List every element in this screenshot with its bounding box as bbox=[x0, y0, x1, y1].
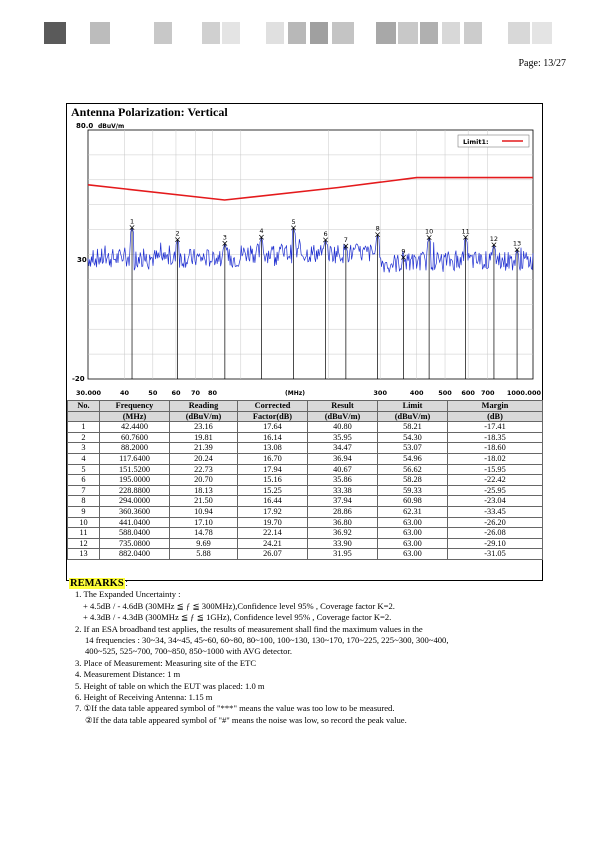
table-cell: 36.92 bbox=[308, 528, 378, 539]
table-cell: 36.94 bbox=[308, 453, 378, 464]
marker-label: 4 bbox=[259, 227, 264, 236]
column-header: Result bbox=[308, 401, 378, 412]
table-row bbox=[68, 485, 543, 496]
table-cell: 17.10 bbox=[170, 517, 238, 528]
x-tick-label: 600 bbox=[461, 389, 475, 397]
table-cell: 7 bbox=[68, 485, 100, 496]
table-cell: 11 bbox=[68, 528, 100, 539]
column-header-unit: Factor(dB) bbox=[238, 411, 308, 422]
table-cell: 151.5200 bbox=[100, 464, 170, 475]
table-cell: 35.95 bbox=[308, 432, 378, 443]
table-cell: 9.69 bbox=[170, 538, 238, 549]
table-cell: -31.05 bbox=[448, 549, 543, 560]
table-cell: 22.73 bbox=[170, 464, 238, 475]
table-row bbox=[68, 496, 543, 507]
remark-line: 6. Height of Receiving Antenna: 1.15 m bbox=[75, 692, 213, 703]
table-cell: 21.50 bbox=[170, 496, 238, 507]
column-header-unit: (MHz) bbox=[100, 411, 170, 422]
results-table bbox=[67, 400, 543, 560]
page-number: Page: 13/27 bbox=[518, 58, 566, 69]
remarks-colon: ： bbox=[124, 578, 134, 588]
table-cell: 88.2000 bbox=[100, 443, 170, 454]
table-cell: -25.95 bbox=[448, 485, 543, 496]
table-cell: 63.00 bbox=[378, 517, 448, 528]
remark-line: 7. ①If the data table appeared symbol of "***" means the value was too low to be measured. bbox=[75, 703, 395, 714]
table-cell: 60.7600 bbox=[100, 432, 170, 443]
table-cell: 26.07 bbox=[238, 549, 308, 560]
table-cell: 42.4400 bbox=[100, 422, 170, 433]
table-cell: 10 bbox=[68, 517, 100, 528]
x-tick-label: 30.000 bbox=[76, 389, 102, 397]
table-cell: 17.64 bbox=[238, 422, 308, 433]
table-row bbox=[68, 443, 543, 454]
x-tick-label: 700 bbox=[480, 389, 495, 397]
table-cell: -18.60 bbox=[448, 443, 543, 454]
table-row bbox=[68, 422, 543, 433]
table-cell: 19.70 bbox=[238, 517, 308, 528]
x-tick-label: 50 bbox=[148, 389, 158, 397]
marker-label: 5 bbox=[291, 217, 296, 226]
remarks-section bbox=[69, 578, 549, 726]
table-cell: 13 bbox=[68, 549, 100, 560]
x-tick-label: 80 bbox=[207, 389, 217, 397]
y-mid-label: 30 bbox=[77, 256, 87, 264]
y-bottom-label: -20 bbox=[72, 375, 85, 383]
table-row bbox=[68, 464, 543, 475]
column-header: No. bbox=[68, 401, 100, 412]
table-cell: 117.6400 bbox=[100, 453, 170, 464]
table-cell: 15.16 bbox=[238, 475, 308, 486]
marker-label: 6 bbox=[323, 229, 328, 238]
table-cell: 20.24 bbox=[170, 453, 238, 464]
marker-label: 13 bbox=[512, 239, 522, 248]
table-cell: 24.21 bbox=[238, 538, 308, 549]
marker-label: 10 bbox=[424, 227, 434, 236]
marker-label: 2 bbox=[175, 229, 180, 238]
marker-label: 7 bbox=[343, 236, 348, 245]
table-row bbox=[68, 538, 543, 549]
table-cell: 735.0800 bbox=[100, 538, 170, 549]
remark-line: 4. Measurement Distance: 1 m bbox=[75, 669, 181, 680]
x-tick-label: 500 bbox=[438, 389, 452, 397]
table-cell: 19.81 bbox=[170, 432, 238, 443]
table-cell: 16.14 bbox=[238, 432, 308, 443]
table-cell: -17.41 bbox=[448, 422, 543, 433]
table-cell: 28.86 bbox=[308, 506, 378, 517]
table-header-row bbox=[68, 401, 543, 412]
table-cell: 18.13 bbox=[170, 485, 238, 496]
table-cell: 8 bbox=[68, 496, 100, 507]
marker-label: 9 bbox=[401, 247, 406, 256]
table-cell: 12 bbox=[68, 538, 100, 549]
remark-line: 400~525, 525~700, 700~850, 850~1000 with AVG detector. bbox=[85, 646, 293, 657]
x-tick-label: 400 bbox=[409, 389, 424, 397]
table-cell: 294.0000 bbox=[100, 496, 170, 507]
table-cell: -23.04 bbox=[448, 496, 543, 507]
table-cell: 3 bbox=[68, 443, 100, 454]
table-cell: 17.94 bbox=[238, 464, 308, 475]
table-cell: 40.67 bbox=[308, 464, 378, 475]
table-cell: 20.70 bbox=[170, 475, 238, 486]
table-cell: 15.25 bbox=[238, 485, 308, 496]
table-row bbox=[68, 506, 543, 517]
table-row bbox=[68, 549, 543, 560]
x-tick-label: 70 bbox=[191, 389, 201, 397]
column-header: Reading bbox=[170, 401, 238, 412]
table-cell: 60.98 bbox=[378, 496, 448, 507]
marker-label: 11 bbox=[461, 227, 470, 236]
table-cell: -18.02 bbox=[448, 453, 543, 464]
x-tick-label: 1000.000 bbox=[506, 389, 541, 397]
column-header: Limit bbox=[378, 401, 448, 412]
marker-label: 3 bbox=[222, 233, 227, 242]
table-cell: 195.0000 bbox=[100, 475, 170, 486]
table-cell: -26.08 bbox=[448, 528, 543, 539]
table-cell: 56.62 bbox=[378, 464, 448, 475]
y-unit-label: dBuV/m bbox=[98, 123, 125, 130]
table-cell: 5 bbox=[68, 464, 100, 475]
table-cell: 6 bbox=[68, 475, 100, 486]
table-cell: 360.3600 bbox=[100, 506, 170, 517]
column-header-unit bbox=[68, 411, 100, 422]
table-cell: 58.21 bbox=[378, 422, 448, 433]
table-row bbox=[68, 475, 543, 486]
column-header-unit: (dBuV/m) bbox=[170, 411, 238, 422]
x-tick-label: 60 bbox=[171, 389, 181, 397]
remark-line: ②If the data table appeared symbol of "#" means the noise was low, so record the peak value. bbox=[85, 714, 407, 725]
marker-label: 12 bbox=[489, 234, 499, 243]
table-cell: -26.20 bbox=[448, 517, 543, 528]
table-cell: 58.28 bbox=[378, 475, 448, 486]
column-header-unit: (dBuV/m) bbox=[378, 411, 448, 422]
table-cell: -22.42 bbox=[448, 475, 543, 486]
chart-legend bbox=[458, 135, 529, 147]
table-cell: 22.14 bbox=[238, 528, 308, 539]
column-header-unit: (dBuV/m) bbox=[308, 411, 378, 422]
emission-chart bbox=[67, 120, 542, 400]
table-cell: 37.94 bbox=[308, 496, 378, 507]
table-cell: 36.80 bbox=[308, 517, 378, 528]
table-cell: 63.00 bbox=[378, 538, 448, 549]
table-cell: 16.70 bbox=[238, 453, 308, 464]
x-tick-label: 40 bbox=[119, 389, 130, 397]
remarks-label: REMARKS bbox=[70, 578, 124, 589]
table-cell: 33.38 bbox=[308, 485, 378, 496]
table-cell: 14.78 bbox=[170, 528, 238, 539]
x-tick-label: 300 bbox=[373, 389, 387, 397]
table-cell: 16.44 bbox=[238, 496, 308, 507]
table-cell: 31.95 bbox=[308, 549, 378, 560]
column-header: Margin bbox=[448, 401, 543, 412]
table-cell: 2 bbox=[68, 432, 100, 443]
table-cell: -33.45 bbox=[448, 506, 543, 517]
remark-line: + 4.5dB / - 4.6dB (30MHz ≦ ƒ ≦ 300MHz),Confidence level 95% , Coverage factor K=2. bbox=[83, 600, 395, 611]
marker-label: 8 bbox=[375, 224, 380, 233]
table-cell: 228.8800 bbox=[100, 485, 170, 496]
column-header: Corrected bbox=[238, 401, 308, 412]
table-cell: 34.47 bbox=[308, 443, 378, 454]
table-cell: 59.33 bbox=[378, 485, 448, 496]
remark-line: + 4.3dB / - 4.3dB (300MHz ≦ ƒ ≦ 1GHz), Confidence level 95% , Coverage factor K=2. bbox=[83, 612, 392, 623]
table-cell: -29.10 bbox=[448, 538, 543, 549]
table-row bbox=[68, 517, 543, 528]
table-row bbox=[68, 432, 543, 443]
table-cell: 10.94 bbox=[170, 506, 238, 517]
table-cell: 441.0400 bbox=[100, 517, 170, 528]
x-unit-label: (MHz) bbox=[285, 390, 305, 397]
table-cell: 33.90 bbox=[308, 538, 378, 549]
table-cell: 9 bbox=[68, 506, 100, 517]
table-cell: 588.0400 bbox=[100, 528, 170, 539]
table-cell: 35.86 bbox=[308, 475, 378, 486]
emission-report bbox=[66, 103, 543, 581]
table-cell: 21.39 bbox=[170, 443, 238, 454]
table-cell: 63.00 bbox=[378, 549, 448, 560]
table-cell: 54.96 bbox=[378, 453, 448, 464]
table-cell: 17.92 bbox=[238, 506, 308, 517]
table-body bbox=[68, 422, 543, 560]
table-row bbox=[68, 528, 543, 539]
table-cell: 4 bbox=[68, 453, 100, 464]
antenna-polarization-title: Antenna Polarization: Vertical bbox=[71, 105, 228, 119]
blurred-header bbox=[44, 18, 574, 48]
table-cell: 62.31 bbox=[378, 506, 448, 517]
table-cell: 40.80 bbox=[308, 422, 378, 433]
table-cell: 13.08 bbox=[238, 443, 308, 454]
table-cell: -15.95 bbox=[448, 464, 543, 475]
remark-line: 5. Height of table on which the EUT was placed: 1.0 m bbox=[75, 680, 265, 691]
table-cell: 23.16 bbox=[170, 422, 238, 433]
table-cell: 882.0400 bbox=[100, 549, 170, 560]
table-cell: -18.35 bbox=[448, 432, 543, 443]
table-header-row-units bbox=[68, 411, 543, 422]
remark-line: 2. If an ESA broadband test applies, the results of measurement shall find the maximum values in the bbox=[75, 623, 423, 634]
y-top-label: 80.0 bbox=[76, 122, 94, 130]
column-header: Frequency bbox=[100, 401, 170, 412]
table-cell: 54.30 bbox=[378, 432, 448, 443]
table-cell: 1 bbox=[68, 422, 100, 433]
remark-line: 14 frequencies : 30~34, 34~45, 45~60, 60~80, 80~100, 100~130, 130~170, 170~225, 225~300, 300~400, bbox=[85, 635, 449, 646]
table-cell: 5.88 bbox=[170, 549, 238, 560]
legend-label: Limit1: bbox=[463, 138, 489, 146]
column-header-unit: (dB) bbox=[448, 411, 543, 422]
table-row bbox=[68, 453, 543, 464]
table-cell: 63.00 bbox=[378, 528, 448, 539]
remark-line: 3. Place of Measurement: Measuring site of the ETC bbox=[75, 657, 257, 668]
table-cell: 53.07 bbox=[378, 443, 448, 454]
remark-line: 1. The Expanded Uncertainty : bbox=[75, 589, 181, 600]
marker-label: 1 bbox=[129, 217, 135, 226]
